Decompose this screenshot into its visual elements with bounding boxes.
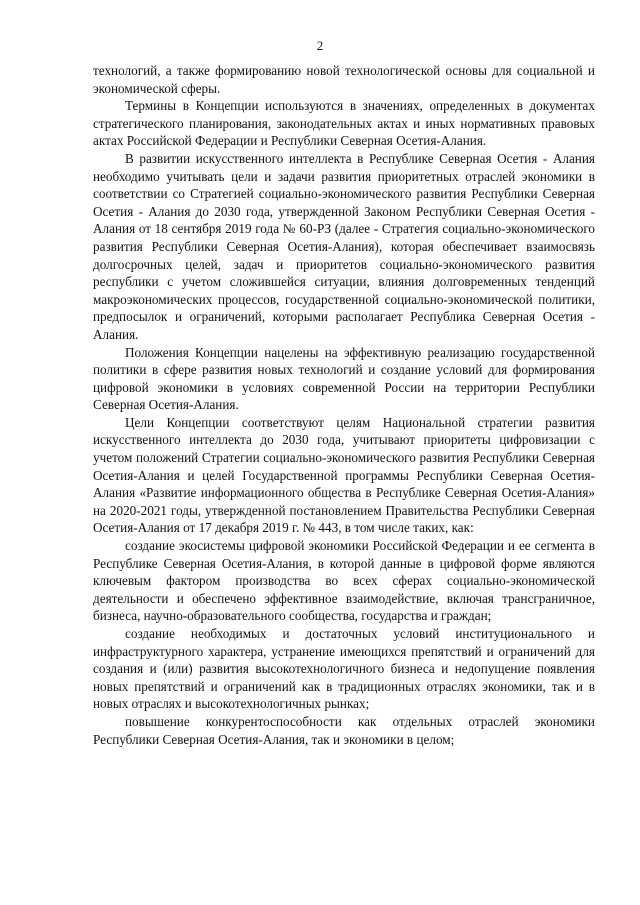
paragraph: создание необходимых и достаточных условий институционального и инфраструктурного характера, устранение имеющихся препятствий и ограничений для создания и (или) развития высокотехнологичного бизнеса и недопущение появления новых препятствий и ограничений как в традиционных отраслях экономики, так и в новых отраслях и высокотехнологичных рынках;	[93, 626, 595, 712]
paragraph: создание экосистемы цифровой экономики Российской Федерации и ее сегмента в Республике Северная Осетия-Алания, в которой данные в цифровой форме являются ключевым фактором производства во всех сферах социально-экономической деятельности и обеспечено эффективное взаимодействие, включая трансграничное, бизнеса, научно-образовательного сообщества, государства и граждан;	[93, 538, 595, 624]
paragraph: повышение конкурентоспособности как отдельных отраслей экономики Республики Северная Осетия-Алания, так и экономики в целом;	[93, 713, 595, 747]
page-number: 2	[316, 38, 324, 53]
paragraph: Термины в Концепции используются в значениях, определенных в документах стратегического планирования, законодательных актах и иных нормативных правовых актах Российской Федерации и Республики Северная Осетия-Алания.	[93, 98, 595, 149]
document-body	[93, 62, 595, 748]
paragraph: В развитии искусственного интеллекта в Республике Северная Осетия - Алания необходимо учитывать цели и задачи развития приоритетных отраслей экономики в соответствии со Стратегией социально-экономического развития Республики Северная Осетия - Алания до 2030 года, утвержденной Законом Республики Северная Осетия - Алания от 18 сентября 2019 года № 60-РЗ (далее - Стратегия социально-экономического развития Республики Северная Осетия-Алания), которая обеспечивает взаимосвязь долгосрочных целей, задач и приоритетов социально-экономического развития республики с учетом сложившейся ситуации, влияния долговременных тенденций макроэкономических процессов, государственной социально-экономической политики, предпосылок и ограничений, которыми располагает Республика Северная Осетия - Алания.	[93, 150, 595, 342]
paragraph: Положения Концепции нацелены на эффективную реализацию государственной политики в сфере развития новых технологий и создание условий для формирования цифровой экономики в условиях современной России на территории Республики Северная Осетия-Алания.	[93, 344, 595, 413]
paragraph: технологий, а также формированию новой технологической основы для социальной и экономической сферы.	[93, 63, 595, 96]
paragraph: Цели Концепции соответствуют целям Национальной стратегии развития искусственного интеллекта до 2030 года, учитывают приоритеты цифровизации с учетом положений Стратегии социально-экономического развития Республики Северная Осетия-Алания и целей Государственной программы Республики Северная Осетия-Алания «Развитие информационного общества в Республике Северная Осетия-Алания» на 2020-2021 годы, утвержденной постановлением Правительства Республики Северная Осетия-Алания от 17 декабря 2019 г. № 443, в том числе таких, как:	[93, 414, 595, 536]
